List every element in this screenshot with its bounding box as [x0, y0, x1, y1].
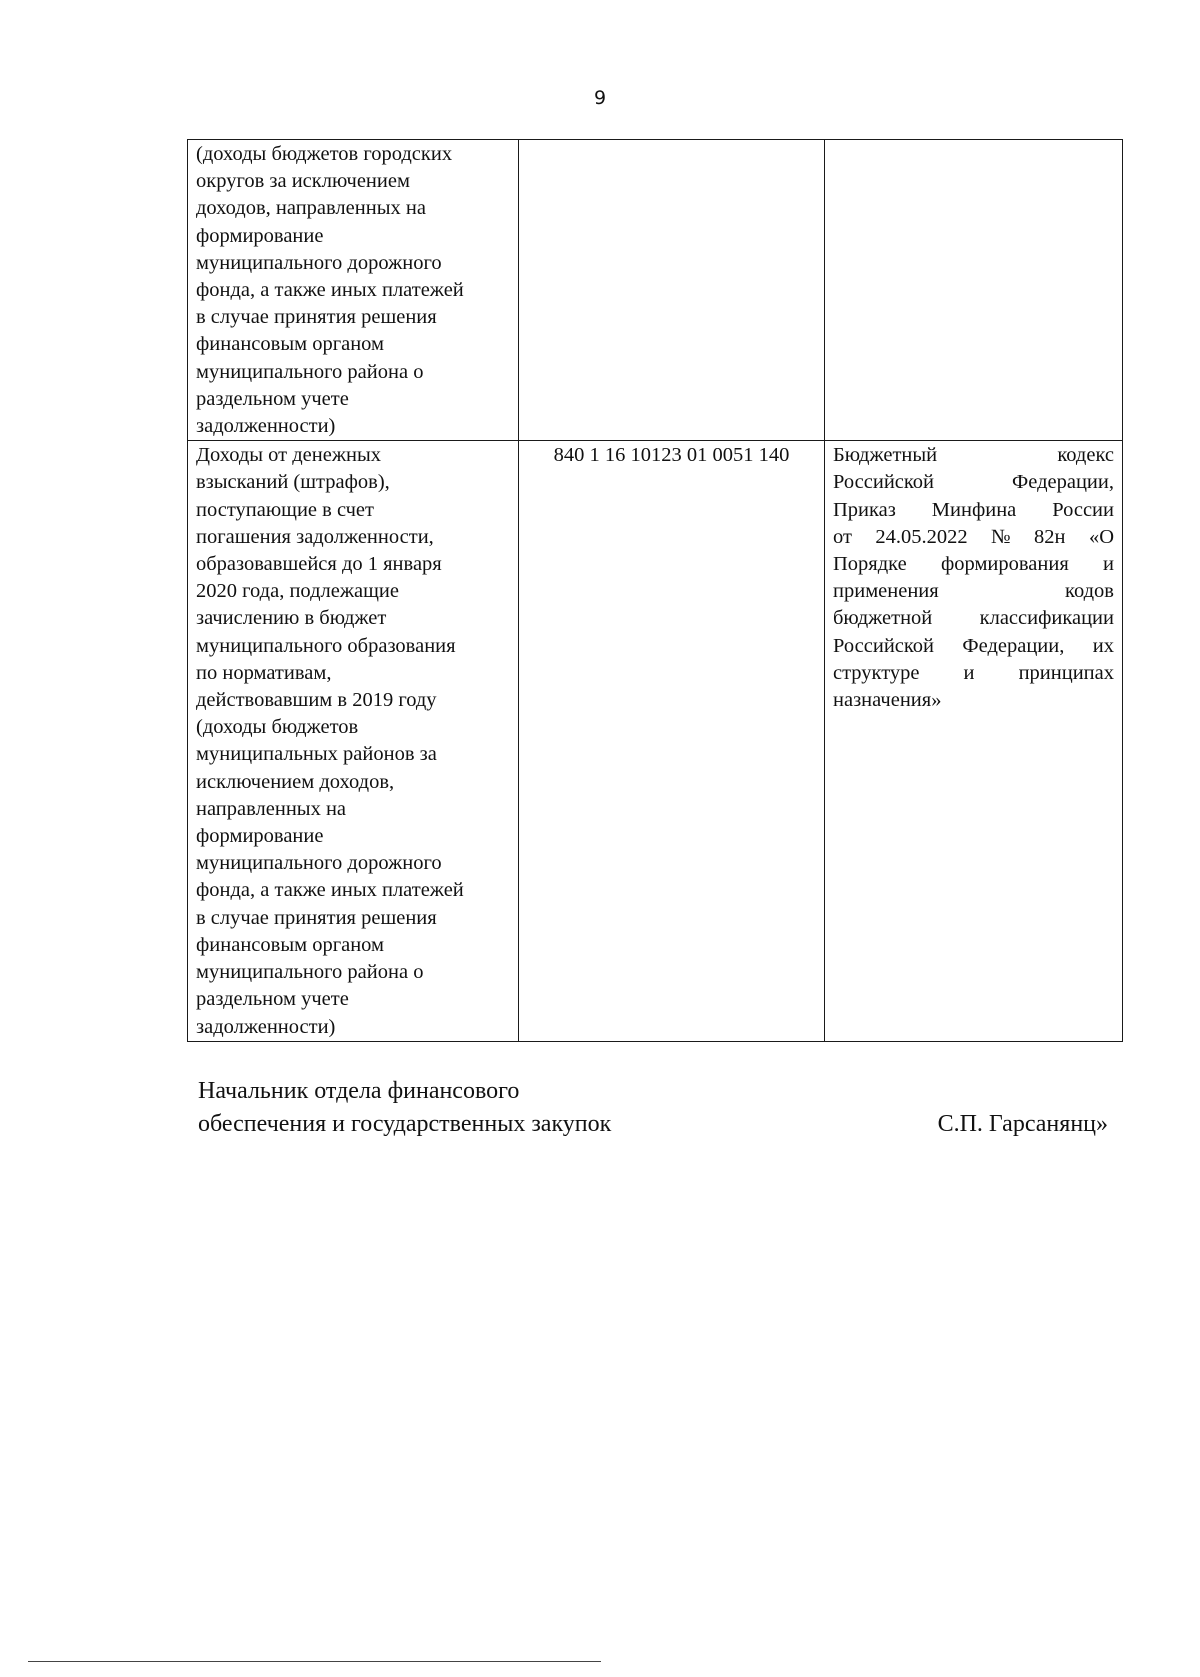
- revenue-name-text: [196, 141, 510, 440]
- text-line: муниципального дорожного: [196, 251, 442, 274]
- text-line: [833, 469, 1114, 496]
- footer-divider: [28, 1661, 601, 1662]
- word: Федерации,: [962, 634, 1065, 657]
- word: кодов: [1065, 580, 1114, 603]
- text-line: [833, 660, 1114, 687]
- text-line: фонда, а также иных платежей: [196, 879, 464, 902]
- text-line: формирование: [196, 825, 324, 848]
- text-line: задолженности): [196, 1015, 336, 1038]
- text-line: поступающие в счет: [196, 498, 374, 521]
- word: и: [1103, 553, 1114, 576]
- text-line: направленных на: [196, 797, 347, 820]
- text-line: муниципального района о: [196, 961, 424, 984]
- word: классификации: [979, 607, 1114, 630]
- word: Российской: [833, 634, 935, 657]
- text-line: Доходы от денежных: [196, 444, 382, 467]
- word: Российской: [833, 471, 935, 494]
- text-line: в случае принятия решения: [196, 906, 437, 929]
- word: 24.05.2022: [875, 525, 968, 548]
- text-line: финансовым органом: [196, 933, 385, 956]
- text-line: по нормативам,: [196, 661, 332, 684]
- text-line: задолженности): [196, 415, 336, 438]
- legal-basis-text: [833, 442, 1114, 714]
- signatory-name: С.П. Гарсанянц»: [937, 1111, 1108, 1137]
- text-line: раздельном учете: [196, 988, 349, 1011]
- revenue-codes-table: [187, 139, 1123, 1042]
- text-line: [833, 605, 1114, 632]
- legal-basis-cell: [825, 441, 1123, 1041]
- text-line: фонда, а также иных платежей: [196, 279, 464, 302]
- word: №: [991, 525, 1011, 548]
- text-line: в случае принятия решения: [196, 306, 437, 329]
- revenue-name-cell: [188, 441, 519, 1041]
- text-line: зачислению в бюджет: [196, 607, 387, 630]
- word: и: [963, 661, 975, 684]
- text-line: [833, 551, 1114, 578]
- word: бюджетной: [833, 607, 933, 630]
- position-title-line-1: Начальник отдела финансового: [198, 1078, 520, 1104]
- text-line: муниципальных районов за: [196, 743, 437, 766]
- word: формирования: [940, 553, 1069, 576]
- word: 82н: [1034, 525, 1066, 548]
- word: Бюджетный: [833, 444, 938, 467]
- text-line: [833, 578, 1114, 605]
- word: Минфина: [931, 498, 1017, 521]
- word: Порядке: [833, 553, 907, 576]
- text-line: финансовым органом: [196, 333, 385, 356]
- text-line: [833, 497, 1114, 524]
- legal-basis-cell: [825, 140, 1123, 441]
- word: от: [833, 525, 852, 548]
- word: структуре: [833, 661, 920, 684]
- word: применения: [833, 580, 939, 603]
- text-line: (доходы бюджетов: [196, 716, 359, 739]
- word: кодекс: [1057, 444, 1114, 467]
- text-line: (доходы бюджетов городских: [196, 143, 453, 165]
- text-line: действовавшим в 2019 году: [196, 689, 437, 712]
- text-line: взысканий (штрафов),: [196, 471, 390, 494]
- text-line: погашения задолженности,: [196, 525, 434, 548]
- text-line: назначения»: [833, 689, 942, 712]
- text-line: образовавшейся до 1 января: [196, 553, 442, 576]
- word: «О: [1088, 525, 1114, 548]
- signature-block: [198, 1075, 1108, 1141]
- text-line: формирование: [196, 224, 324, 247]
- word: их: [1092, 634, 1114, 657]
- table-row: [188, 441, 1123, 1041]
- budget-code-cell: [519, 441, 825, 1041]
- position-title-line-2: обеспечения и государственных закупок: [198, 1111, 612, 1137]
- revenue-name-cell: [188, 140, 519, 441]
- word: Приказ: [833, 498, 896, 521]
- revenue-name-text: [196, 442, 510, 1040]
- text-line: [833, 524, 1114, 551]
- text-line: 2020 года, подлежащие: [196, 580, 399, 603]
- text-line: муниципального образования: [196, 634, 456, 657]
- text-line: раздельном учете: [196, 387, 349, 410]
- text-line: [833, 442, 1114, 469]
- text-line: муниципального района о: [196, 360, 424, 383]
- text-line: исключением доходов,: [196, 770, 395, 793]
- text-line: муниципального дорожного: [196, 852, 442, 875]
- budget-code-cell: [519, 140, 825, 441]
- page-number: 9: [593, 87, 607, 109]
- budget-code: 840 1 16 10123 01 0051 140: [553, 444, 790, 467]
- signature-row-1: [198, 1075, 1108, 1108]
- text-line: [833, 633, 1114, 660]
- signature-row-2: [198, 1108, 1108, 1141]
- table-row: [188, 140, 1123, 441]
- word: Федерации,: [1012, 471, 1114, 494]
- text-line: доходов, направленных на: [196, 197, 426, 220]
- word: России: [1052, 498, 1114, 521]
- word: принципах: [1018, 661, 1114, 684]
- text-line: округов за исключением: [196, 170, 410, 193]
